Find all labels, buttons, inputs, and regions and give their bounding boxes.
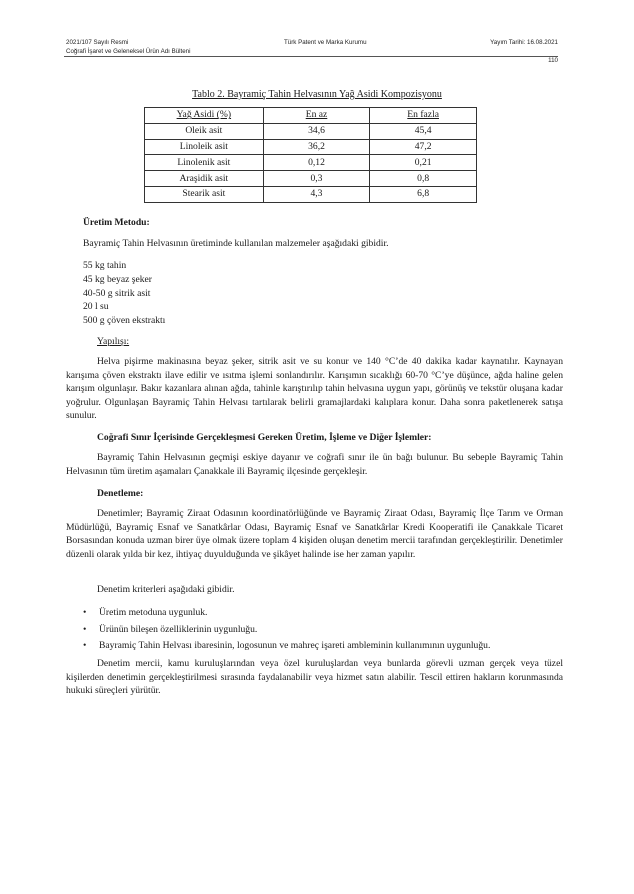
header-left xyxy=(66,38,191,56)
inspection-criteria-list xyxy=(83,605,563,655)
bulletin-number: 2021/107 Sayılı Resmi xyxy=(66,39,129,46)
preparation-heading: Yapılışı: xyxy=(97,336,130,347)
production-method-heading: Üretim Metodu: xyxy=(83,217,150,228)
table-row xyxy=(145,123,477,139)
table-cell: Linoleik asit xyxy=(145,139,264,155)
ingredient-item: 500 g çöven ekstraktı xyxy=(83,315,166,326)
table-title: Tablo 2. Bayramiç Tahin Helvasının Yağ Asidi Kompozisyonu xyxy=(192,89,442,100)
fatty-acid-table xyxy=(144,107,477,203)
table-cell: Linolenik asit xyxy=(145,155,264,171)
table-row xyxy=(145,155,477,171)
geographic-production-paragraph: Bayramiç Tahin Helvasının geçmişi eskiye dayanır ve coğrafi sınır ile ün bağı bulunur. Bu sebeple Bayramiç Tahin Helvasının tüm üretim aşamaları Çanakkale ili Bayramiç ilçesinde gerçekleşir. xyxy=(66,452,563,477)
table-row xyxy=(145,186,477,202)
inspection-paragraph: Denetimler; Bayramiç Ziraat Odasının koordinatörlüğünde ve Bayramiç Ziraat Odası, Bayramiç İlçe Tarım ve Orman Müdürlüğü, Bayramiç Esnaf ve Sanatkârlar Odası, Bayramiç Esnaf ve Sanatkârlar Kredi Kooperatifi ile Çanakkale Ticaret Borsasından konuda uzman birer üye olmak üzere toplam 4 kişiden oluşan denetim mercii tarafından gerçekleştirilir. Denetimler düzenli olarak yılda bir kez, ihtiyaç duyulduğunda ve şikâyet halinde ise her zaman yapılır. xyxy=(66,508,563,560)
ingredient-item: 40-50 g sitrik asit xyxy=(83,288,151,299)
table-cell: 0,8 xyxy=(370,171,477,187)
table-row xyxy=(145,171,477,187)
table-cell: 0,21 xyxy=(370,155,477,171)
preparation-paragraph: Helva pişirme makinasına beyaz şeker, sitrik asit ve su konur ve 140 °C’de 40 dakika kadar kaynatılır. Kaynayan karışıma çöven ekstraktı ilave edilir ve ısıtma işlemi sonlandırılır. Karışımın sıcaklığı 60-70 °C’ye düşünce, ağda haline gelen karışım olgunlaşır. Bakır kazanlara alınan ağda, tahinle karıştırılıp tahin helvasına uygun yapı, görünüş ve tekstür oluşana kadar yoğrulur. Olgunlaşan Bayramiç Tahin Helvası tartılarak belirli gramajlardaki kalıplara konur. Daha sonra paketlenerek satışa sunulur. xyxy=(66,356,563,422)
table-cell: 6,8 xyxy=(370,186,477,202)
table-cell: 47,2 xyxy=(370,139,477,155)
table-cell: Oleik asit xyxy=(145,123,264,139)
list-item: • Üretim metoduna uygunluk. xyxy=(83,605,563,622)
header-institution: Türk Patent ve Marka Kurumu xyxy=(284,39,367,46)
bullet-icon: • xyxy=(83,640,87,651)
list-item: • Ürünün bileşen özelliklerinin uygunluğu. xyxy=(83,622,563,639)
table-cell: 4,3 xyxy=(263,186,370,202)
header-publish-date: Yayım Tarihi: 16.08.2021 xyxy=(490,39,558,46)
table-header-row xyxy=(145,108,477,124)
ingredient-item: 55 kg tahin xyxy=(83,260,127,271)
column-header: En az xyxy=(263,108,370,124)
final-paragraph: Denetim mercii, kamu kuruluşlarından veya özel kuruluşlardan veya bunlarda görevli uzman gerçek veya tüzel kişilerden denetimin gerçekleştirilmesi sırasında faydalanabilir veya hizmet satın alabilir. Tescil ettiren hakların korunmasında hukuki süreçleri yürütür. xyxy=(66,658,563,697)
ingredient-item: 45 kg beyaz şeker xyxy=(83,274,152,285)
table-cell: 45,4 xyxy=(370,123,477,139)
geographic-production-heading: Coğrafi Sınır İçerisinde Gerçekleşmesi Gereken Üretim, İşleme ve Diğer İşlemler: xyxy=(97,432,432,443)
table-cell: 0,12 xyxy=(263,155,370,171)
header-divider xyxy=(64,56,558,57)
column-header: En fazla xyxy=(370,108,477,124)
table-cell: 34,6 xyxy=(263,123,370,139)
table-cell: Stearik asit xyxy=(145,186,264,202)
table-cell: Araşidik asit xyxy=(145,171,264,187)
column-header: Yağ Asidi (%) xyxy=(145,108,264,124)
inspection-criteria-intro: Denetim kriterleri aşağıdaki gibidir. xyxy=(97,584,235,595)
bullet-icon: • xyxy=(83,607,87,618)
bullet-icon: • xyxy=(83,623,87,635)
production-intro: Bayramiç Tahin Helvasının üretiminde kullanılan malzemeler aşağıdaki gibidir. xyxy=(83,238,389,249)
table-row xyxy=(145,139,477,155)
table-cell: 36,2 xyxy=(263,139,370,155)
ingredient-item: 20 l su xyxy=(83,301,109,312)
page-number: 110 xyxy=(548,57,558,64)
inspection-heading: Denetleme: xyxy=(97,488,144,499)
list-item: • Bayramiç Tahin Helvası ibaresinin, logosunun ve mahreç işareti ambleminin kullanımının uygunluğu. xyxy=(83,638,563,655)
bulletin-name: Coğrafi İşaret ve Geleneksel Ürün Adı Bülteni xyxy=(66,48,191,55)
table-cell: 0,3 xyxy=(263,171,370,187)
